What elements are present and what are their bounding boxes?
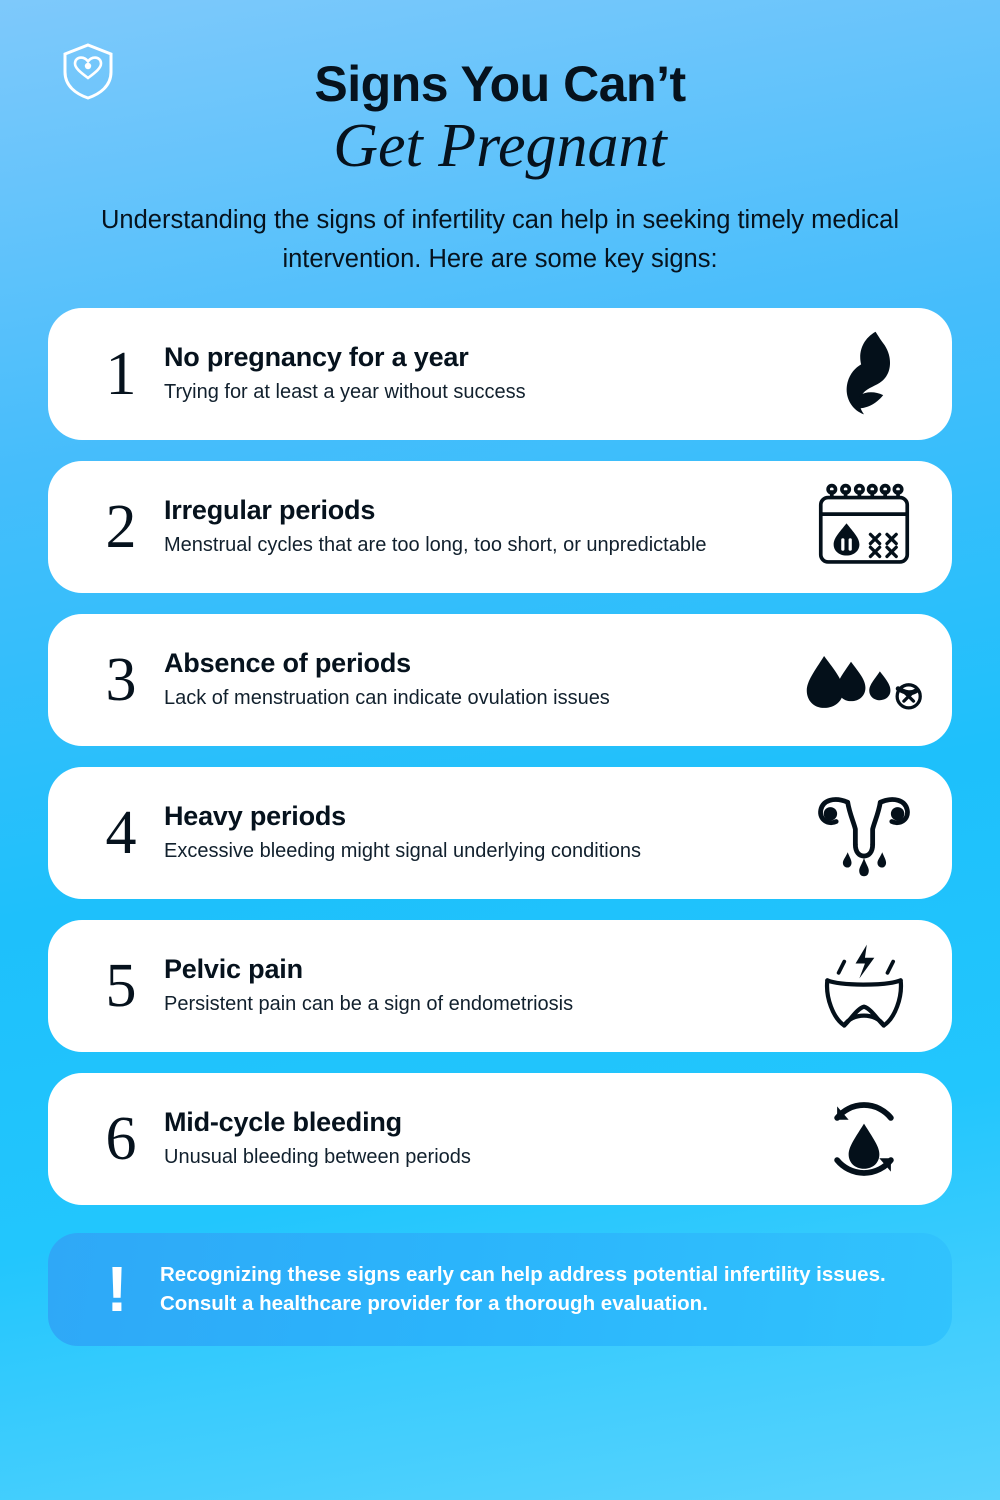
item-number: 5 xyxy=(105,951,137,1020)
cycle-drop-icon xyxy=(801,1091,926,1187)
page-title-line2: Get Pregnant xyxy=(333,111,667,180)
list-item[interactable] xyxy=(48,920,952,1052)
item-title: No pregnancy for a year xyxy=(164,341,469,372)
item-title: Irregular periods xyxy=(164,494,376,525)
item-text xyxy=(164,954,801,1018)
pelvic-pain-icon xyxy=(801,938,926,1034)
item-description: Unusual bleeding between periods xyxy=(164,1145,471,1168)
item-title: Mid-cycle bleeding xyxy=(164,1106,402,1137)
item-description: Persistent pain can be a sign of endometriosis xyxy=(164,992,574,1015)
footer-note xyxy=(48,1233,952,1346)
item-title: Absence of periods xyxy=(164,647,411,678)
footer-note-text: Recognizing these signs early can help address potential infertility issues. Consult a healthcare provider for a thorough evaluation. xyxy=(160,1262,886,1316)
calendar-period-icon xyxy=(801,479,926,575)
item-description: Lack of menstruation can indicate ovulation issues xyxy=(164,686,610,709)
page-title-line1: Signs You Can’t xyxy=(314,56,686,112)
item-number: 3 xyxy=(105,645,137,714)
item-description: Trying for at least a year without success xyxy=(164,380,526,403)
list-item[interactable] xyxy=(48,1073,952,1205)
header xyxy=(0,0,1000,278)
item-text xyxy=(164,648,801,712)
brand-logo xyxy=(62,42,114,100)
item-description: Excessive bleeding might signal underlying conditions xyxy=(164,839,641,862)
exclamation-icon: ! xyxy=(106,1252,128,1325)
item-text xyxy=(164,1107,801,1171)
item-number: 2 xyxy=(105,492,137,561)
list-item[interactable] xyxy=(48,614,952,746)
list-item[interactable] xyxy=(48,767,952,899)
item-number: 6 xyxy=(105,1104,137,1173)
item-text xyxy=(164,495,801,559)
item-number: 4 xyxy=(105,798,137,867)
signs-list xyxy=(0,308,1000,1205)
item-text xyxy=(164,801,801,865)
list-item[interactable] xyxy=(48,461,952,593)
uterus-bleeding-icon xyxy=(801,785,926,881)
item-title: Heavy periods xyxy=(164,800,346,831)
item-number: 1 xyxy=(105,339,137,408)
item-text xyxy=(164,342,801,406)
pregnant-woman-silhouette-icon xyxy=(801,326,926,422)
item-title: Pelvic pain xyxy=(164,953,303,984)
item-description: Menstrual cycles that are too long, too short, or unpredictable xyxy=(164,533,707,556)
page-subtitle: Understanding the signs of infertility can help in seeking timely medical intervention. Here are some key signs: xyxy=(101,206,899,273)
blood-drops-crossed-icon xyxy=(801,632,926,728)
list-item[interactable] xyxy=(48,308,952,440)
